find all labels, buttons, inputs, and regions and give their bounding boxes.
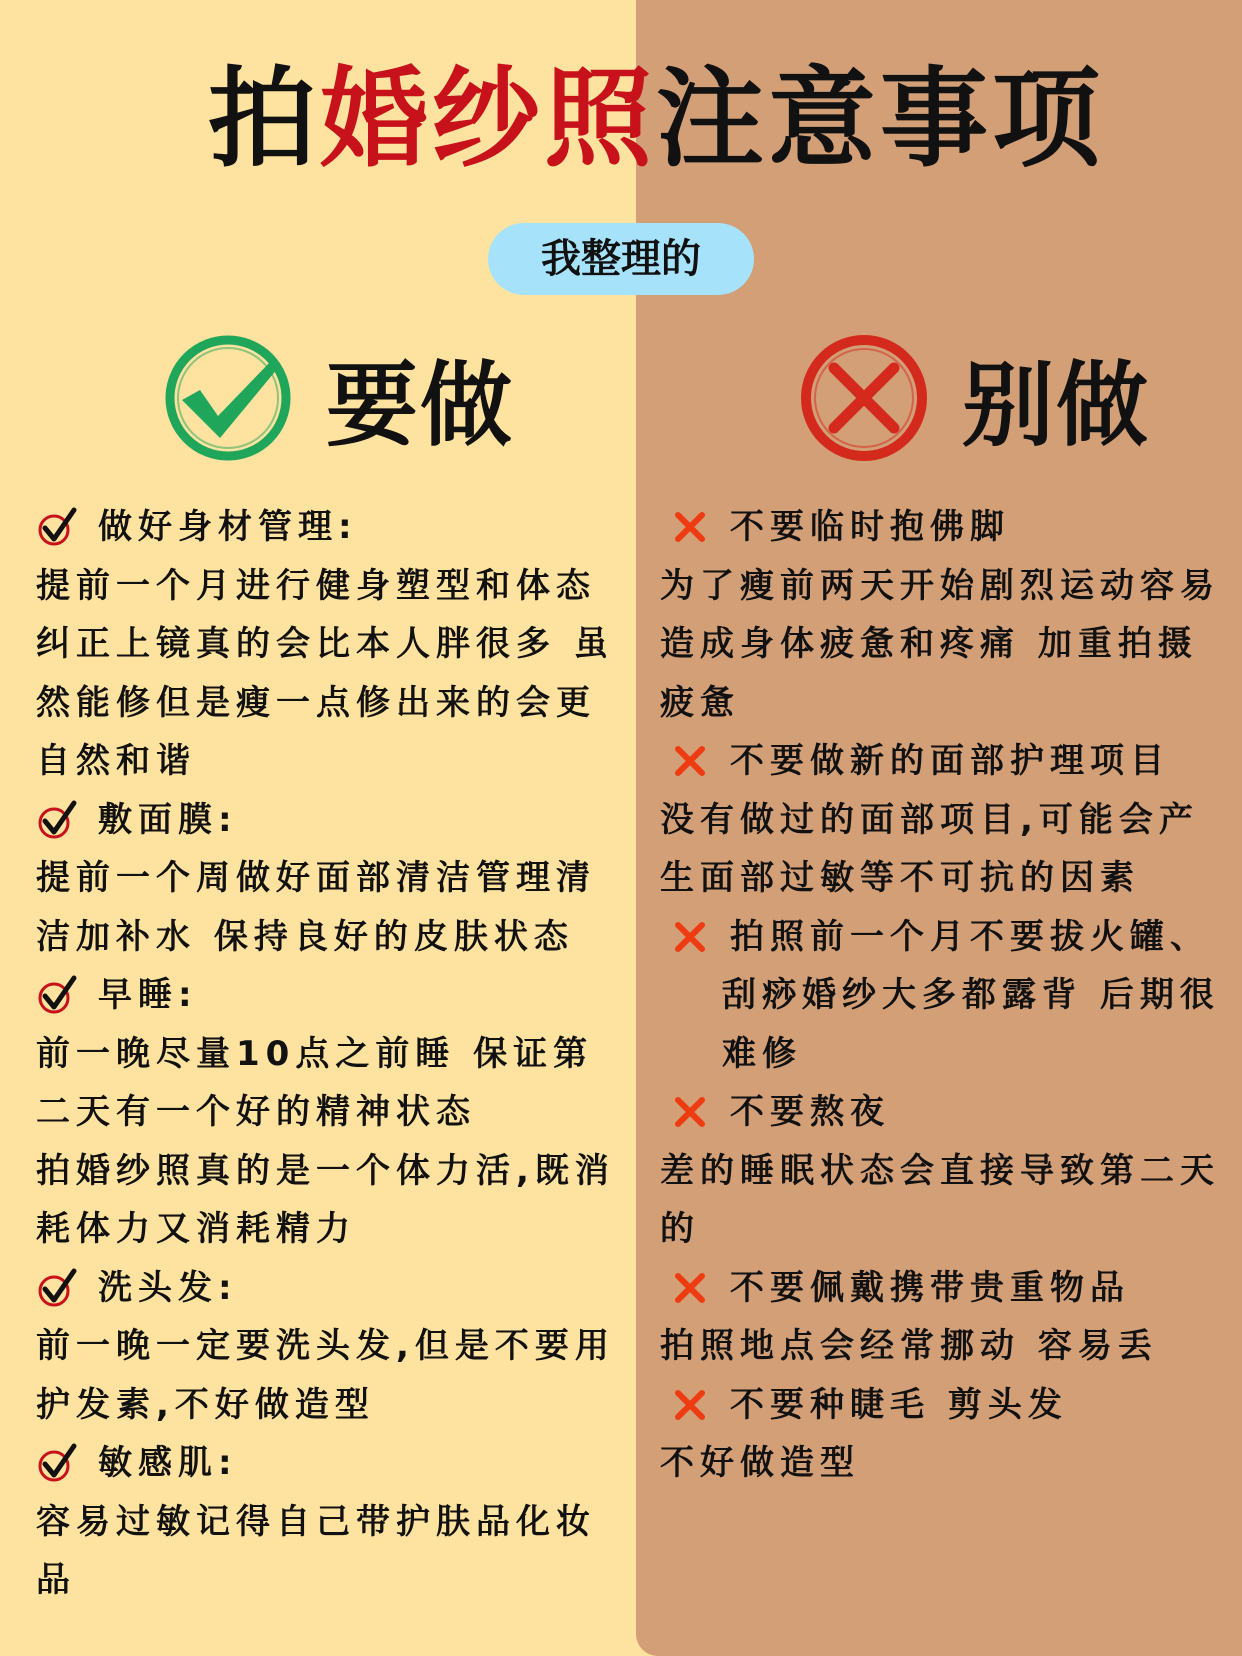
do-item-line: 自然和谐: [36, 741, 196, 781]
dont-item-title: 不要临时抱佛脚: [660, 498, 1240, 557]
dont-item-line: 疲惫: [660, 682, 740, 723]
dont-item-title: 不要佩戴携带贵重物品: [660, 1259, 1240, 1318]
title-part-2: 注意事项: [656, 57, 1105, 182]
do-item-line: 前一晚尽量10点之前睡 保证第: [36, 1033, 594, 1074]
do-item-title: 敏感肌:: [36, 1434, 616, 1493]
dont-item-title: 拍照前一个月不要拔火罐、: [660, 908, 1240, 967]
dont-item-line: 造成身体疲惫和疼痛 加重拍摄: [660, 624, 1198, 664]
x-mark-icon: [670, 507, 710, 547]
do-list: [36, 498, 616, 1610]
dont-heading: 别做: [962, 352, 1151, 459]
x-mark-icon: [670, 741, 710, 781]
do-item-title: 洗头发:: [36, 1259, 616, 1318]
dont-item-title: 不要种睫毛 剪头发: [660, 1376, 1240, 1435]
check-box-icon: [36, 799, 78, 841]
badge-pill: 我整理的: [488, 223, 754, 295]
do-header: [160, 333, 514, 463]
check-box-icon: [36, 506, 78, 548]
dont-header: [796, 333, 1150, 463]
dont-item-line: 为了瘦前两天开始剧烈运动容易: [660, 565, 1220, 606]
check-box-icon: [36, 1267, 78, 1309]
check-box-icon: [36, 1442, 78, 1484]
x-mark-icon: [670, 1092, 710, 1132]
green-check-circle-icon: [160, 330, 296, 466]
do-item-line: 品: [36, 1560, 76, 1600]
dont-item-line: 拍照地点会经常挪动 容易丢: [660, 1326, 1158, 1366]
do-item-title: 做好身材管理:: [36, 498, 616, 557]
x-mark-icon: [670, 1385, 710, 1425]
dont-item-line: 刮痧婚纱大多都露背 后期很: [722, 975, 1220, 1015]
do-item-title: 早睡:: [36, 966, 616, 1025]
title-highlight: 婚纱照: [319, 57, 656, 182]
do-item-line: 前一晚一定要洗头发,但是不要用: [36, 1326, 615, 1366]
x-mark-icon: [670, 917, 710, 957]
do-item-line: 容易过敏记得自己带护肤品化妆: [36, 1501, 596, 1542]
dont-item-line: 没有做过的面部项目,可能会产: [660, 799, 1199, 840]
dont-item-line: 的: [660, 1209, 700, 1249]
do-item-line: 然能修但是瘦一点修出来的会更: [36, 682, 596, 723]
title-part-1: 拍: [207, 57, 320, 182]
do-heading: 要做: [326, 352, 515, 459]
check-box-icon: [36, 974, 78, 1016]
page-title: [0, 55, 1242, 185]
do-item-line: 纠正上镜真的会比本人胖很多 虽: [36, 624, 614, 664]
do-item-line: 二天有一个好的精神状态: [36, 1092, 476, 1132]
dont-item-title: 不要熬夜: [660, 1083, 1240, 1142]
do-item-line: 提前一个月进行健身塑型和体态: [36, 565, 596, 606]
dont-item-line: 不好做造型: [660, 1443, 860, 1483]
dont-list: [660, 498, 1240, 1493]
do-item-line: 提前一个周做好面部清洁管理清: [36, 858, 596, 898]
do-item-line: 洁加补水 保持良好的皮肤状态: [36, 916, 574, 957]
do-item-line: 拍婚纱照真的是一个体力活,既消: [36, 1150, 615, 1191]
dont-item-line: 差的睡眠状态会直接导致第二天: [660, 1150, 1220, 1191]
x-mark-icon: [670, 1268, 710, 1308]
do-item-title: 敷面膜:: [36, 791, 616, 850]
do-item-line: 护发素,不好做造型: [36, 1384, 375, 1425]
dont-item-line: 难修: [722, 1033, 802, 1074]
red-cross-circle-icon: [796, 330, 932, 466]
do-item-line: 耗体力又消耗精力: [36, 1209, 356, 1249]
dont-item-title: 不要做新的面部护理项目: [660, 732, 1240, 791]
dont-item-line: 生面部过敏等不可抗的因素: [660, 858, 1140, 898]
